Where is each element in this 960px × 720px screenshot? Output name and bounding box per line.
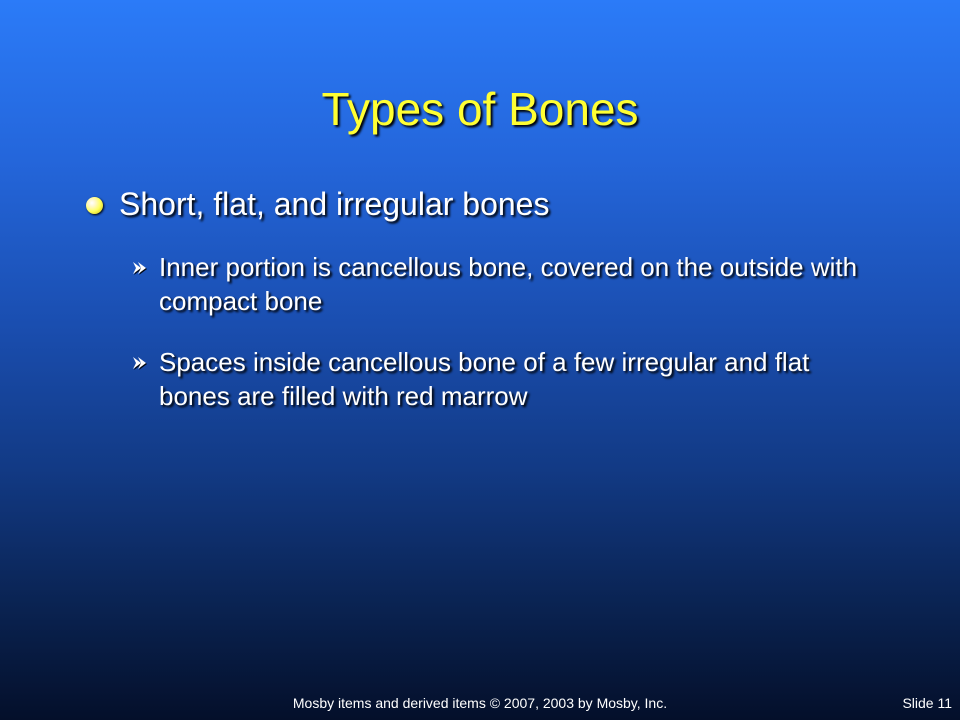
arrow-right-icon (130, 353, 150, 373)
yellow-bullet-dot-icon (86, 197, 103, 214)
sub-bullet-1-text: Inner portion is cancellous bone, covered on the outside with compact bone (159, 252, 858, 316)
sub-bullet-2 (130, 345, 880, 413)
sub-bullet-2-text: Spaces inside cancellous bone of a few irregular and flat bones are filled with red marrow (159, 347, 810, 411)
main-bullet (86, 184, 906, 224)
footer-credit: Mosby items and derived items © 2007, 2003 by Mosby, Inc. (292, 695, 668, 711)
slide-title: Types of Bones (321, 83, 639, 135)
arrow-right-icon (130, 258, 150, 278)
slide-number: Slide 11 (902, 695, 952, 711)
sub-bullet-1 (130, 250, 880, 318)
main-bullet-text: Short, flat, and irregular bones (119, 186, 550, 222)
